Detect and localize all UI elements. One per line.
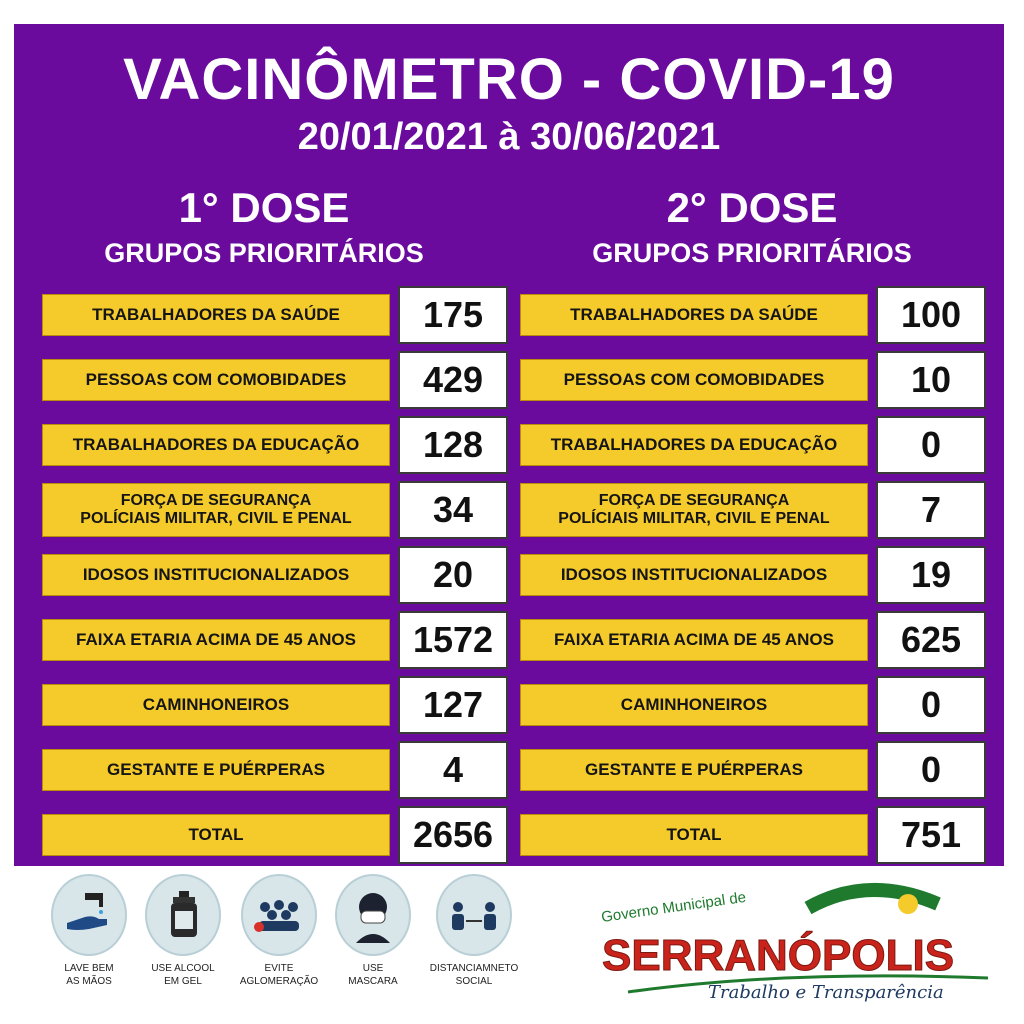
hand-wash-icon bbox=[51, 874, 127, 956]
total-row bbox=[42, 806, 508, 859]
sanitizer-icon bbox=[145, 874, 221, 956]
row-label: GESTANTE E PUÉRPERAS bbox=[42, 749, 390, 791]
row-label-line1: FORÇA DE SEGURANÇA bbox=[598, 491, 790, 509]
table-row bbox=[520, 611, 986, 664]
row-label: GESTANTE E PUÉRPERAS bbox=[520, 749, 868, 791]
total-value: 2656 bbox=[398, 806, 508, 864]
row-value: 100 bbox=[876, 286, 986, 344]
logo-hill-icon bbox=[808, 890, 938, 908]
row-label: PESSOAS COM COMOBIDADES bbox=[520, 359, 868, 401]
tip-sanitizer bbox=[140, 874, 226, 988]
tip-line2: AS MÃOS bbox=[66, 976, 112, 987]
dose1-subtitle: GRUPOS PRIORITÁRIOS bbox=[104, 238, 424, 268]
row-value: 0 bbox=[876, 676, 986, 734]
row-label: PESSOAS COM COMOBIDADES bbox=[42, 359, 390, 401]
row-value: 175 bbox=[398, 286, 508, 344]
row-label-line1: FORÇA DE SEGURANÇA bbox=[120, 491, 312, 509]
row-value: 1572 bbox=[398, 611, 508, 669]
logo-sun-icon bbox=[898, 894, 918, 914]
row-label: IDOSOS INSTITUCIONALIZADOS bbox=[520, 554, 868, 596]
table-row bbox=[42, 416, 508, 469]
row-value: 10 bbox=[876, 351, 986, 409]
row-label: CAMINHONEIROS bbox=[520, 684, 868, 726]
logo-name: SERRANÓPOLIS bbox=[602, 931, 955, 980]
row-label-line2: POLÍCIAIS MILITAR, CIVIL E PENAL bbox=[80, 510, 352, 527]
dose2-table bbox=[520, 286, 986, 871]
tip-avoid-crowds bbox=[236, 874, 322, 988]
vaccination-panel bbox=[14, 24, 1004, 866]
row-value: 19 bbox=[876, 546, 986, 604]
table-row bbox=[520, 351, 986, 404]
row-label: TRABALHADORES DA EDUCAÇÃO bbox=[42, 424, 390, 466]
dose2-header bbox=[522, 184, 982, 269]
prevention-footer bbox=[28, 874, 988, 1024]
row-value: 7 bbox=[876, 481, 986, 539]
page-title: VACINÔMETRO - COVID-19 bbox=[123, 47, 895, 112]
table-row bbox=[42, 546, 508, 599]
row-value: 0 bbox=[876, 416, 986, 474]
row-value: 4 bbox=[398, 741, 508, 799]
dose1-header bbox=[34, 184, 494, 269]
crowd-icon bbox=[241, 874, 317, 956]
tip-mask bbox=[330, 874, 416, 988]
tip-line1: DISTANCIAMNETO bbox=[429, 963, 519, 974]
table-row bbox=[42, 351, 508, 404]
row-value: 34 bbox=[398, 481, 508, 539]
tip-line1: USE bbox=[362, 963, 384, 974]
logo-slogan: Trabalho e Transparência bbox=[708, 982, 944, 1003]
row-value: 429 bbox=[398, 351, 508, 409]
date-range: 20/01/2021 à 30/06/2021 bbox=[297, 116, 721, 158]
row-value: 625 bbox=[876, 611, 986, 669]
row-label: TRABALHADORES DA SAÚDE bbox=[520, 294, 868, 336]
dose2-subtitle: GRUPOS PRIORITÁRIOS bbox=[592, 238, 912, 268]
tip-line1: USE ALCOOL bbox=[151, 963, 215, 974]
total-label: TOTAL bbox=[520, 814, 868, 856]
serranopolis-logo bbox=[588, 874, 998, 1014]
tip-social-distance bbox=[424, 874, 524, 988]
table-row bbox=[520, 546, 986, 599]
dose1-title: 1° DOSE bbox=[178, 184, 350, 231]
table-row bbox=[520, 676, 986, 729]
table-row bbox=[42, 286, 508, 339]
tip-line2: SOCIAL bbox=[455, 976, 493, 987]
total-row bbox=[520, 806, 986, 859]
dose1-table bbox=[42, 286, 508, 871]
tip-line1: EVITE bbox=[264, 963, 294, 974]
mask-icon bbox=[335, 874, 411, 956]
table-row bbox=[520, 481, 986, 534]
row-label: FAIXA ETARIA ACIMA DE 45 ANOS bbox=[520, 619, 868, 661]
table-row bbox=[520, 416, 986, 469]
tip-wash-hands bbox=[46, 874, 132, 988]
tip-line1: LAVE BEM bbox=[64, 963, 114, 974]
table-row bbox=[42, 481, 508, 534]
logo-top-text: Governo Municipal de bbox=[600, 888, 748, 926]
table-row bbox=[42, 676, 508, 729]
row-label-line2: POLÍCIAIS MILITAR, CIVIL E PENAL bbox=[558, 510, 830, 527]
row-value: 128 bbox=[398, 416, 508, 474]
row-value: 127 bbox=[398, 676, 508, 734]
total-value: 751 bbox=[876, 806, 986, 864]
row-label: FAIXA ETARIA ACIMA DE 45 ANOS bbox=[42, 619, 390, 661]
row-label: IDOSOS INSTITUCIONALIZADOS bbox=[42, 554, 390, 596]
table-row bbox=[42, 611, 508, 664]
tip-line2: MASCARA bbox=[348, 976, 398, 987]
logo-graphic bbox=[588, 874, 998, 1014]
distance-icon bbox=[436, 874, 512, 956]
row-label: TRABALHADORES DA SAÚDE bbox=[42, 294, 390, 336]
row-value: 0 bbox=[876, 741, 986, 799]
row-label bbox=[42, 483, 390, 537]
row-label: CAMINHONEIROS bbox=[42, 684, 390, 726]
table-row bbox=[520, 286, 986, 339]
table-row bbox=[520, 741, 986, 794]
tip-line2: EM GEL bbox=[164, 976, 202, 987]
row-value: 20 bbox=[398, 546, 508, 604]
table-row bbox=[42, 741, 508, 794]
total-label: TOTAL bbox=[42, 814, 390, 856]
tip-line2: AGLOMERAÇÃO bbox=[239, 976, 319, 987]
row-label: TRABALHADORES DA EDUCAÇÃO bbox=[520, 424, 868, 466]
row-label bbox=[520, 483, 868, 537]
dose2-title: 2° DOSE bbox=[666, 184, 838, 231]
